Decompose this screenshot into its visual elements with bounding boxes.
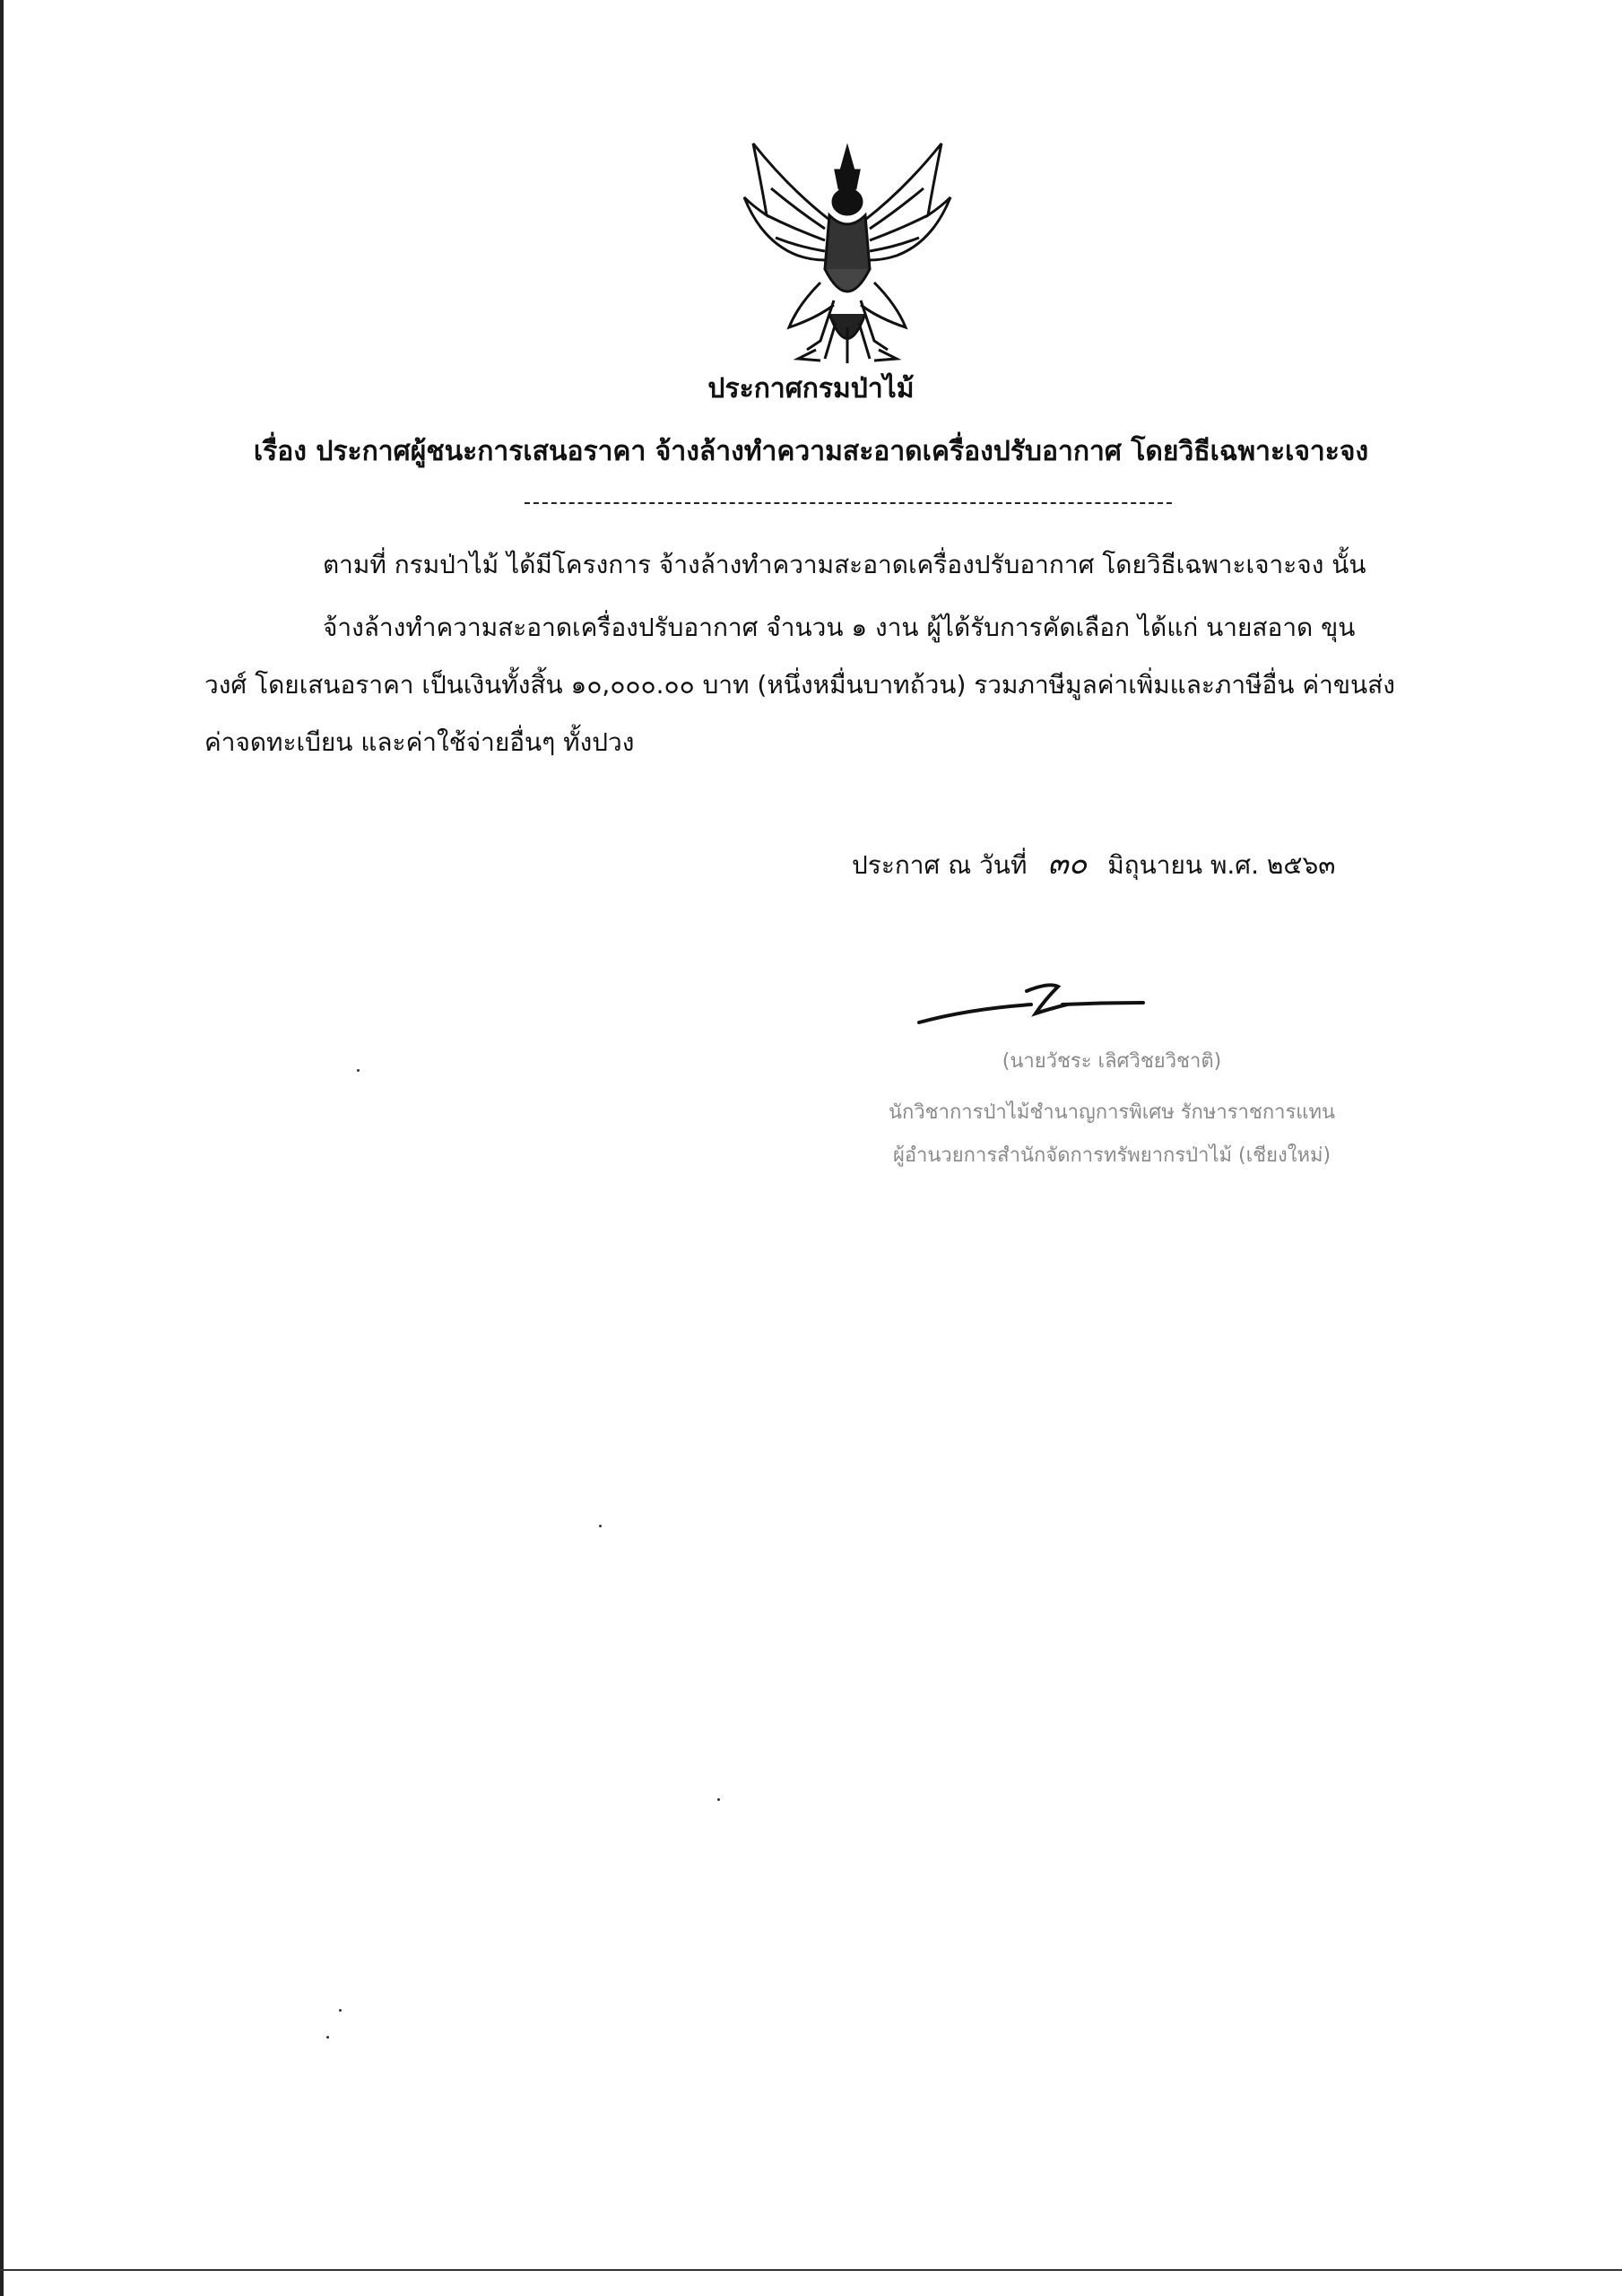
handwritten-signature-icon xyxy=(915,969,1148,1049)
signer-name: (นายวัชระ เลิศวิชยวิชาติ) xyxy=(1002,1050,1222,1073)
date-day: ๓๐ xyxy=(1047,846,1088,882)
scan-speck xyxy=(326,2036,329,2039)
signer-position-1: นักวิชาการป่าไม้ชำนาญการพิเศษ รักษาราชการแทน xyxy=(888,1101,1336,1124)
scan-speck xyxy=(599,1525,602,1527)
scan-edge-bottom xyxy=(0,2269,1622,2271)
body-line-1: ตามที่ กรมป่าไม้ ได้มีโครงการ จ้างล้างทำความสะอาดเครื่องปรับอากาศ โดยวิธีเฉพาะเจาะจง นั้น xyxy=(323,550,1366,579)
body-line-2: จ้างล้างทำความสะอาดเครื่องปรับอากาศ จำนวน ๑ งาน ผู้ได้รับการคัดเลือก ได้แก่ นายสอาด ขุน xyxy=(323,613,1356,642)
document-header: ประกาศกรมป่าไม้ xyxy=(707,373,915,404)
signer-position-2: ผู้อำนวยการสำนักจัดการทรัพยากรป่าไม้ (เชียงใหม่) xyxy=(892,1144,1331,1167)
scan-edge-left xyxy=(0,0,4,2296)
document-subject: เรื่อง ประกาศผู้ชนะการเสนอราคา จ้างล้างทำความสะอาดเครื่องปรับอากาศ โดยวิธีเฉพาะเจาะจง xyxy=(253,436,1369,467)
body-line-3: วงศ์ โดยเสนอราคา เป็นเงินทั้งสิ้น ๑๐,๐๐๐.๐๐ บาท (หนึ่งหมื่นบาทถ้วน) รวมภาษีมูลค่าเพิ่มและภาษีอื่น ค่าขนส่ง xyxy=(204,670,1395,700)
scan-speck xyxy=(339,2009,342,2012)
announcement-date xyxy=(852,846,1335,883)
scan-speck xyxy=(717,1798,720,1801)
divider-line xyxy=(525,502,1172,504)
date-prefix: ประกาศ ณ วันที่ xyxy=(852,850,1028,880)
scan-speck xyxy=(357,1069,360,1072)
date-suffix: มิถุนายน พ.ศ. ๒๕๖๓ xyxy=(1107,850,1336,880)
garuda-emblem-icon xyxy=(735,135,959,368)
body-line-4: ค่าจดทะเบียน และค่าใช้จ่ายอื่นๆ ทั้งปวง xyxy=(204,727,635,757)
